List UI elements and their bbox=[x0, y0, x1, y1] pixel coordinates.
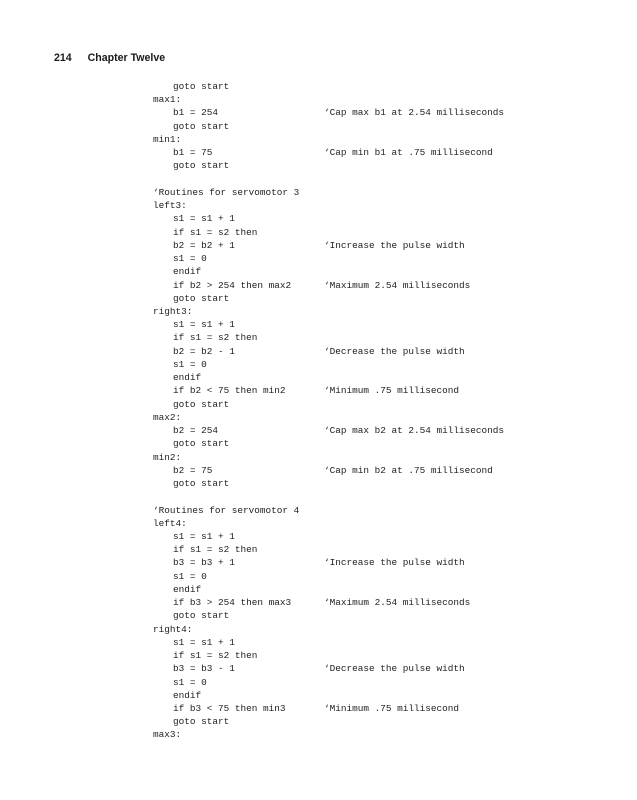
code-statement: ‘Routines for servomotor 4 bbox=[153, 504, 300, 516]
code-line bbox=[153, 609, 623, 622]
code-statement: ‘Routines for servomotor 3 bbox=[153, 186, 300, 198]
code-line bbox=[153, 239, 623, 252]
code-statement: b2 = b2 - 1 bbox=[173, 345, 235, 357]
code-comment: ‘Cap max b1 at 2.54 milliseconds bbox=[324, 107, 505, 119]
code-statement: b1 = 254 bbox=[173, 107, 219, 119]
code-statement: b3 = b3 + 1 bbox=[173, 557, 235, 569]
code-statement: s1 = s1 + 1 bbox=[173, 213, 235, 225]
code-statement: if s1 = s2 then bbox=[173, 544, 258, 556]
code-statement: max3: bbox=[153, 729, 182, 741]
code-line bbox=[153, 279, 623, 292]
code-statement: if s1 = s2 then bbox=[173, 226, 258, 238]
code-line bbox=[153, 728, 623, 741]
code-line bbox=[153, 424, 623, 437]
code-line bbox=[153, 623, 623, 636]
code-line bbox=[153, 398, 623, 411]
code-line bbox=[153, 371, 623, 384]
code-line bbox=[153, 331, 623, 344]
code-statement: endif bbox=[173, 583, 202, 595]
code-statement: max2: bbox=[153, 411, 182, 423]
code-line bbox=[153, 292, 623, 305]
code-statement: endif bbox=[173, 372, 202, 384]
code-line bbox=[153, 517, 623, 530]
code-line bbox=[153, 715, 623, 728]
code-statement: right4: bbox=[153, 623, 193, 635]
code-statement: s1 = s1 + 1 bbox=[173, 530, 235, 542]
code-line bbox=[153, 583, 623, 596]
code-statement: right3: bbox=[153, 305, 193, 317]
code-line bbox=[153, 702, 623, 715]
code-line bbox=[153, 504, 623, 517]
code-comment: ‘Cap max b2 at 2.54 milliseconds bbox=[324, 425, 505, 437]
code-statement: min1: bbox=[153, 133, 182, 145]
code-statement: left4: bbox=[153, 517, 187, 529]
code-statement: b1 = 75 bbox=[173, 147, 213, 159]
code-statement: s1 = 0 bbox=[173, 253, 207, 265]
code-comment: ‘Maximum 2.54 milliseconds bbox=[324, 597, 471, 609]
code-statement: goto start bbox=[173, 120, 230, 132]
code-line bbox=[153, 226, 623, 239]
code-comment: ‘Increase the pulse width bbox=[324, 239, 465, 251]
code-comment: ‘Decrease the pulse width bbox=[324, 345, 465, 357]
code-comment: ‘Decrease the pulse width bbox=[324, 663, 465, 675]
code-statement: if b2 > 254 then max2 bbox=[173, 279, 292, 291]
code-line bbox=[153, 490, 623, 503]
code-line bbox=[153, 212, 623, 225]
code-statement: endif bbox=[173, 689, 202, 701]
code-line bbox=[153, 265, 623, 278]
code-comment: ‘Maximum 2.54 milliseconds bbox=[324, 279, 471, 291]
code-line bbox=[153, 146, 623, 159]
code-statement: if s1 = s2 then bbox=[173, 650, 258, 662]
code-statement: b2 = 75 bbox=[173, 464, 213, 476]
code-line bbox=[153, 556, 623, 569]
code-line bbox=[153, 437, 623, 450]
code-line bbox=[153, 186, 623, 199]
code-line bbox=[153, 384, 623, 397]
code-line bbox=[153, 570, 623, 583]
code-comment: ‘Cap min b2 at .75 millisecond bbox=[324, 464, 493, 476]
code-line bbox=[153, 133, 623, 146]
code-statement: endif bbox=[173, 266, 202, 278]
code-line bbox=[153, 676, 623, 689]
code-line bbox=[153, 636, 623, 649]
code-listing bbox=[153, 80, 623, 742]
code-comment: ‘Minimum .75 millisecond bbox=[324, 703, 460, 715]
code-statement: b2 = 254 bbox=[173, 425, 219, 437]
code-line bbox=[153, 689, 623, 702]
code-statement: s1 = 0 bbox=[173, 358, 207, 370]
code-line bbox=[153, 252, 623, 265]
code-statement: goto start bbox=[173, 81, 230, 92]
code-statement: goto start bbox=[173, 160, 230, 172]
code-statement: goto start bbox=[173, 716, 230, 728]
code-line bbox=[153, 662, 623, 675]
code-line bbox=[153, 477, 623, 490]
code-comment: ‘Cap min b1 at .75 millisecond bbox=[324, 147, 493, 159]
code-line bbox=[153, 345, 623, 358]
code-line bbox=[153, 451, 623, 464]
code-statement: s1 = 0 bbox=[173, 676, 207, 688]
code-statement: max1: bbox=[153, 94, 182, 106]
code-statement: if b2 < 75 then min2 bbox=[173, 385, 286, 397]
code-line bbox=[153, 173, 623, 186]
code-statement: goto start bbox=[173, 292, 230, 304]
code-statement: if b3 < 75 then min3 bbox=[173, 703, 286, 715]
code-statement: left3: bbox=[153, 200, 187, 212]
code-statement: goto start bbox=[173, 610, 230, 622]
code-line bbox=[153, 596, 623, 609]
code-line bbox=[153, 80, 623, 93]
code-line bbox=[153, 305, 623, 318]
code-statement: goto start bbox=[173, 398, 230, 410]
code-line bbox=[153, 318, 623, 331]
running-head bbox=[54, 50, 165, 66]
code-line bbox=[153, 543, 623, 556]
code-line bbox=[153, 159, 623, 172]
code-line bbox=[153, 530, 623, 543]
code-line bbox=[153, 411, 623, 424]
code-line bbox=[153, 464, 623, 477]
code-comment: ‘Minimum .75 millisecond bbox=[324, 385, 460, 397]
page-number: 214 bbox=[54, 52, 72, 64]
code-statement: min2: bbox=[153, 451, 182, 463]
code-statement: goto start bbox=[173, 438, 230, 450]
code-statement: s1 = s1 + 1 bbox=[173, 636, 235, 648]
code-statement: b2 = b2 + 1 bbox=[173, 239, 235, 251]
code-statement: if s1 = s2 then bbox=[173, 332, 258, 344]
code-line bbox=[153, 93, 623, 106]
code-line bbox=[153, 199, 623, 212]
code-line bbox=[153, 106, 623, 119]
code-statement: if b3 > 254 then max3 bbox=[173, 597, 292, 609]
chapter-title: Chapter Twelve bbox=[87, 52, 166, 64]
code-line bbox=[153, 358, 623, 371]
code-line bbox=[153, 649, 623, 662]
code-statement: s1 = s1 + 1 bbox=[173, 319, 235, 331]
code-comment: ‘Increase the pulse width bbox=[324, 557, 465, 569]
code-line bbox=[153, 120, 623, 133]
code-statement: goto start bbox=[173, 478, 230, 490]
code-statement: b3 = b3 - 1 bbox=[173, 663, 235, 675]
code-statement: s1 = 0 bbox=[173, 570, 207, 582]
